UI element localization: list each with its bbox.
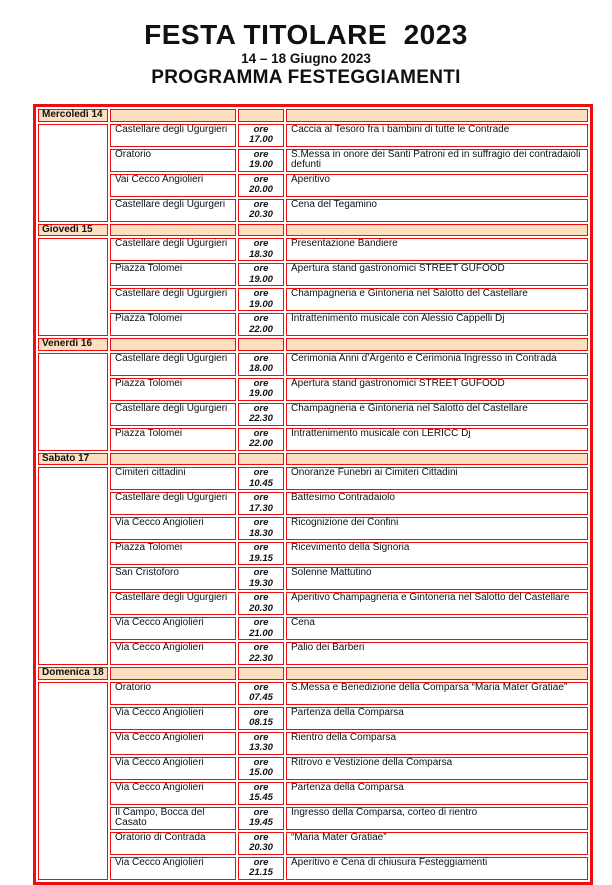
event-location: Piazza Tolomei: [110, 428, 236, 451]
event-time: ore 15.00: [238, 757, 284, 780]
event-time: ore 17.00: [238, 124, 284, 147]
event-description: Rientro della Comparsa: [286, 732, 588, 755]
event-location: Il Campo, Bocca del Casato: [110, 807, 236, 830]
event-row: [38, 492, 588, 515]
event-time: ore 19.00: [238, 288, 284, 311]
event-row: [38, 238, 588, 261]
event-location: Cimiteri cittadini: [110, 467, 236, 490]
event-row: [38, 199, 588, 222]
event-description: Solenne Mattutino: [286, 567, 588, 590]
day-header-empty-cell: [110, 453, 236, 466]
event-row: [38, 149, 588, 172]
day-label: Giovedì 15: [38, 224, 108, 237]
event-time: ore 15.45: [238, 782, 284, 805]
event-description: Aperitivo e Cena di chiusura Festeggiamenti: [286, 857, 588, 880]
event-description: Intrattenimento musicale con LERICC Dj: [286, 428, 588, 451]
event-time: ore 18.00: [238, 353, 284, 376]
event-time: ore 07.45: [238, 682, 284, 705]
event-location: Piazza Tolomei: [110, 313, 236, 336]
event-row: [38, 642, 588, 665]
event-location: San Cristoforo: [110, 567, 236, 590]
event-location: Castellare degli Ugurgeri: [110, 199, 236, 222]
event-description: Ingresso della Comparsa, corteo di rientro: [286, 807, 588, 830]
event-location: Castellare degli Ugurgieri: [110, 288, 236, 311]
event-time: ore 13.30: [238, 732, 284, 755]
day-spacer-cell: [38, 238, 108, 336]
event-row: [38, 124, 588, 147]
event-description: Apertura stand gastronomici STREET GUFOOD: [286, 263, 588, 286]
event-time: ore 10.45: [238, 467, 284, 490]
event-description: Palio dei Barberi: [286, 642, 588, 665]
event-description: Ritrovo e Vestizione della Comparsa: [286, 757, 588, 780]
event-description: Champagneria e Gintoneria nel Salotto del Castellare: [286, 288, 588, 311]
program-table-frame: [33, 104, 593, 885]
event-location: Castellare degli Ugurgieri: [110, 403, 236, 426]
header-block: [0, 0, 612, 89]
event-location: Via Cecco Angiolieri: [110, 757, 236, 780]
event-time: ore 18.30: [238, 517, 284, 540]
event-description: Presentazione Bandiere: [286, 238, 588, 261]
event-time: ore 20.30: [238, 592, 284, 615]
event-location: Castellare degli Ugurgieri: [110, 492, 236, 515]
page-date-range: 14 – 18 Giugno 2023: [241, 51, 371, 66]
day-spacer-cell: [38, 682, 108, 880]
day-header-empty-cell: [110, 338, 236, 351]
event-row: [38, 567, 588, 590]
day-header-empty-cell: [286, 667, 588, 680]
event-location: Via Cecco Angiolieri: [110, 857, 236, 880]
event-row: [38, 263, 588, 286]
day-header-empty-cell: [286, 109, 588, 122]
event-description: Ricognizione dei Confini: [286, 517, 588, 540]
event-time: ore 19.00: [238, 378, 284, 401]
day-header-row: [38, 338, 588, 351]
event-location: Castellare degli Ugurgieri: [110, 592, 236, 615]
event-row: [38, 378, 588, 401]
event-location: Piazza Tolomei: [110, 378, 236, 401]
day-spacer-cell: [38, 467, 108, 665]
event-description: Champagneria e Gintoneria nel Salotto del Castellare: [286, 403, 588, 426]
event-description: Partenza della Comparsa: [286, 782, 588, 805]
event-row: [38, 857, 588, 880]
event-time: ore 19.15: [238, 542, 284, 565]
event-location: Piazza Tolomei: [110, 263, 236, 286]
event-row: [38, 682, 588, 705]
event-row: [38, 757, 588, 780]
day-header-empty-cell: [286, 338, 588, 351]
day-header-empty-cell: [238, 109, 284, 122]
event-row: [38, 732, 588, 755]
program-table: [36, 107, 590, 882]
day-header-row: [38, 224, 588, 237]
event-location: Via Cecco Angiolieri: [110, 782, 236, 805]
event-description: S.Messa e Benedizione della Comparsa “Maria Mater Gratiae”: [286, 682, 588, 705]
event-location: Via Cecco Angiolieri: [110, 732, 236, 755]
day-label: Sabato 17: [38, 453, 108, 466]
event-row: [38, 313, 588, 336]
event-time: ore 21.15: [238, 857, 284, 880]
day-label: Venerdì 16: [38, 338, 108, 351]
event-row: [38, 353, 588, 376]
event-description: Battesimo Contradaiolo: [286, 492, 588, 515]
event-location: Oratorio: [110, 682, 236, 705]
page-title: FESTA TITOLARE 2023: [144, 19, 468, 50]
day-header-empty-cell: [238, 453, 284, 466]
event-location: Castellare degli Ugurgieri: [110, 238, 236, 261]
event-row: [38, 617, 588, 640]
event-description: S.Messa in onore dei Santi Patroni ed in suffragio dei contradaioli defunti: [286, 149, 588, 172]
event-description: Caccia al Tesoro fra i bambini di tutte le Contrade: [286, 124, 588, 147]
event-description: Intrattenimento musicale con Alessio Cappelli Dj: [286, 313, 588, 336]
event-description: Aperitivo: [286, 174, 588, 197]
event-row: [38, 592, 588, 615]
day-header-empty-cell: [238, 667, 284, 680]
event-row: [38, 467, 588, 490]
event-time: ore 22.30: [238, 642, 284, 665]
event-row: [38, 782, 588, 805]
event-time: ore 08.15: [238, 707, 284, 730]
day-spacer-cell: [38, 353, 108, 451]
event-location: Piazza Tolomei: [110, 542, 236, 565]
day-header-empty-cell: [110, 667, 236, 680]
event-location: Via Cecco Angiolieri: [110, 707, 236, 730]
event-row: [38, 428, 588, 451]
day-header-empty-cell: [286, 224, 588, 237]
event-description: Cerimonia Anni d’Argento e Cerimonia Ingresso in Contrada: [286, 353, 588, 376]
day-header-empty-cell: [110, 109, 236, 122]
event-time: ore 19.45: [238, 807, 284, 830]
event-location: Oratorio: [110, 149, 236, 172]
event-description: Cena del Tegamino: [286, 199, 588, 222]
event-time: ore 22.00: [238, 428, 284, 451]
event-time: ore 20.30: [238, 832, 284, 855]
day-label: Mercoledì 14: [38, 109, 108, 122]
event-location: Castellare degli Ugurgieri: [110, 353, 236, 376]
day-header-empty-cell: [110, 224, 236, 237]
day-header-row: [38, 667, 588, 680]
event-description: Cena: [286, 617, 588, 640]
event-time: ore 19.00: [238, 263, 284, 286]
event-time: ore 20.00: [238, 174, 284, 197]
event-time: ore 22.30: [238, 403, 284, 426]
event-location: Vai Cecco Angiolieri: [110, 174, 236, 197]
event-description: Onoranze Funebri ai Cimiteri Cittadini: [286, 467, 588, 490]
event-row: [38, 174, 588, 197]
event-time: ore 18.30: [238, 238, 284, 261]
event-description: Ricevimento della Signoria: [286, 542, 588, 565]
event-row: [38, 288, 588, 311]
event-location: Via Cecco Angiolieri: [110, 642, 236, 665]
event-time: ore 19.30: [238, 567, 284, 590]
event-time: ore 19.00: [238, 149, 284, 172]
event-description: Partenza della Comparsa: [286, 707, 588, 730]
event-time: ore 20.30: [238, 199, 284, 222]
event-time: ore 21.00: [238, 617, 284, 640]
program-label: PROGRAMMA FESTEGGIAMENTI: [151, 67, 461, 88]
day-spacer-cell: [38, 124, 108, 222]
event-description: Aperitivo Champagneria e Gintoneria nel Salotto del Castellare: [286, 592, 588, 615]
event-row: [38, 707, 588, 730]
day-label: Domenica 18: [38, 667, 108, 680]
event-row: [38, 542, 588, 565]
event-row: [38, 832, 588, 855]
event-description: “Maria Mater Gratiae”: [286, 832, 588, 855]
event-location: Oratorio di Contrada: [110, 832, 236, 855]
event-row: [38, 807, 588, 830]
day-header-empty-cell: [286, 453, 588, 466]
day-header-empty-cell: [238, 224, 284, 237]
event-time: ore 17.30: [238, 492, 284, 515]
event-time: ore 22.00: [238, 313, 284, 336]
event-location: Castellare degli Ugurgieri: [110, 124, 236, 147]
event-location: Via Cecco Angiolieri: [110, 517, 236, 540]
day-header-empty-cell: [238, 338, 284, 351]
event-row: [38, 403, 588, 426]
event-description: Apertura stand gastronomici STREET GUFOOD: [286, 378, 588, 401]
day-header-row: [38, 109, 588, 122]
event-row: [38, 517, 588, 540]
event-location: Via Cecco Angiolieri: [110, 617, 236, 640]
day-header-row: [38, 453, 588, 466]
